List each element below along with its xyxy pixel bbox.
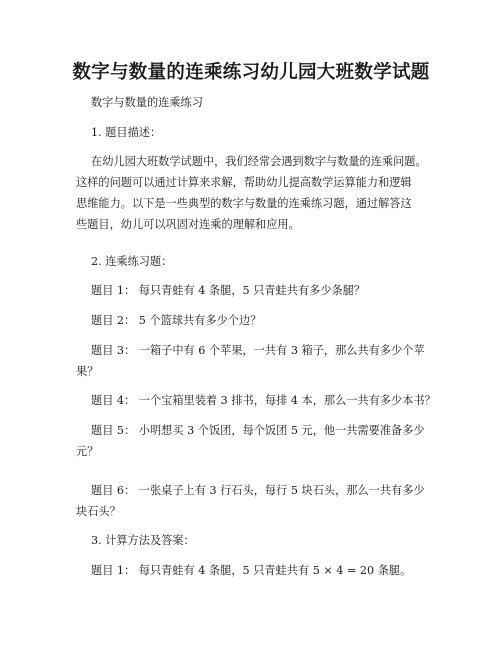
paragraph-line: 这样的问题可以通过计算来求解，帮助幼儿提高数学运算能力和逻辑: [76, 176, 412, 189]
question-6: 题目 6： 一张桌子上有 3 行石头，每行 5 块石头，那么一共有多少: [91, 484, 425, 497]
subtitle: 数字与数量的连乘练习: [91, 96, 203, 109]
paragraph-line: 在幼儿园大班数学试题中，我们经常会遇到数字与数量的连乘问题。: [91, 155, 427, 168]
question-1: 题目 1： 每只青蛙有 4 条腿，5 只青蛙共有多少条腿？: [91, 284, 366, 297]
paragraph-line: 些题目，幼儿可以巩固对连乘的理解和应用。: [76, 218, 300, 231]
section-heading-answers: 3. 计算方法及答案：: [91, 534, 195, 547]
question-5-continuation: 元？: [76, 445, 99, 458]
question-6-continuation: 块石头？: [76, 505, 121, 518]
section-heading-exercises: 2. 连乘练习题：: [91, 255, 173, 268]
question-5: 题目 5： 小明想买 3 个饭团，每个饭团 5 元，他一共需要准备多少: [91, 424, 425, 437]
question-3-continuation: 果？: [76, 365, 99, 378]
document-title: 数字与数量的连乘练习幼儿园大班数学试题: [72, 62, 430, 83]
paragraph-line: 思维能力。以下是一些典型的数字与数量的连乘练习题，通过解答这: [76, 197, 412, 210]
answer-1: 题目 1： 每只青蛙有 4 条腿，5 只青蛙共有 5 × 4 = 20 条腿。: [91, 564, 412, 577]
question-2: 题目 2： 5 个篮球共有多少个边？: [91, 314, 262, 327]
question-4: 题目 4： 一个宝箱里装着 3 排书，每排 4 本，那么一共有多少本书？: [91, 394, 436, 407]
section-heading-description: 1. 题目描述：: [91, 126, 162, 139]
question-3: 题目 3： 一箱子中有 6 个苹果，一共有 3 箱子，那么共有多少个苹: [91, 344, 425, 357]
